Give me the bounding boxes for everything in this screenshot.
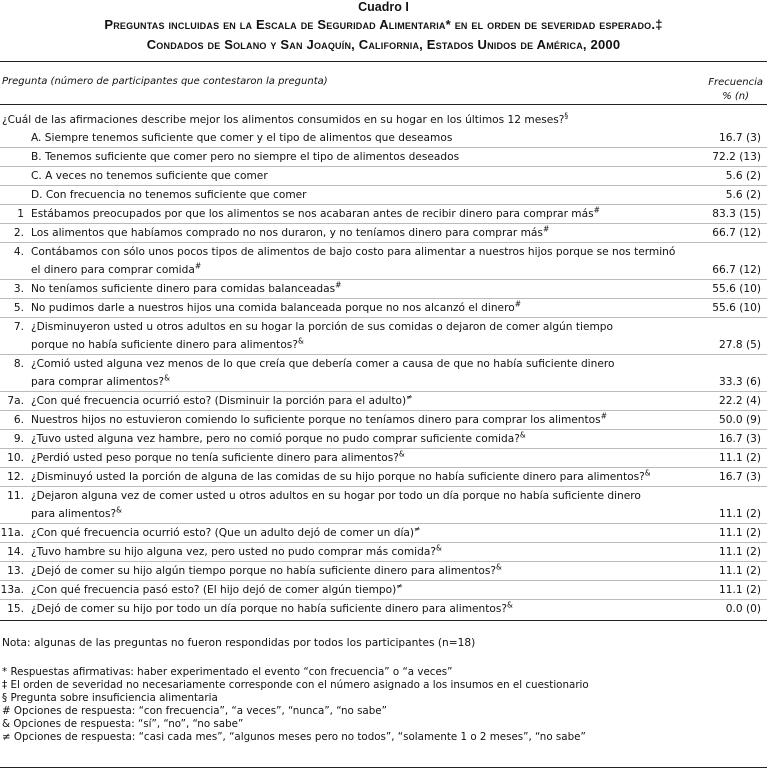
question-number: 6. xyxy=(13,414,24,426)
question-number: 13a. xyxy=(0,584,24,596)
question-text xyxy=(0,524,767,542)
question-number: 7a. xyxy=(7,395,24,407)
question-row xyxy=(0,204,767,223)
question-frequency: 50.0 (9) xyxy=(719,414,761,426)
column-header xyxy=(0,70,767,104)
question-number: 12. xyxy=(7,471,24,483)
question-text xyxy=(0,318,767,354)
question-text xyxy=(0,543,767,561)
question-line: ¿Dejó de comer su hijo por todo un día porque no había suficiente dinero para alimentos? xyxy=(31,603,508,615)
footnote xyxy=(2,731,767,744)
question-mark: & xyxy=(398,449,405,459)
question-frequency: 11.1 (2) xyxy=(719,565,761,577)
question-text xyxy=(0,392,767,410)
question-line: ¿Con qué frecuencia ocurrió esto? (Que un adulto dejó de comer un día) xyxy=(31,527,415,539)
table-title xyxy=(0,0,767,55)
table-caption: Preguntas incluidas en la Escala de Seguridad Alimentaria* en el orden de severidad esperado.‡ xyxy=(104,17,663,32)
question-line: para alimentos? xyxy=(31,508,117,520)
option-frequency: 5.6 (2) xyxy=(725,170,761,182)
question-number: 3. xyxy=(13,283,24,295)
question-number: 15. xyxy=(7,603,24,615)
question-text xyxy=(0,487,767,523)
question-frequency: 11.1 (2) xyxy=(719,527,761,539)
question-line: Los alimentos que habíamos comprado no nos duraron, y no teníamos dinero para comprar más xyxy=(31,227,543,239)
question-mark: & xyxy=(116,505,122,515)
footnote-mark: § xyxy=(2,692,8,704)
option-row xyxy=(0,185,767,204)
question-text xyxy=(0,430,767,448)
question-line: ¿Con qué frecuencia ocurrió esto? (Disminuir la porción para el adulto) xyxy=(31,395,407,407)
question-mark: & xyxy=(507,600,513,610)
question-text xyxy=(0,411,767,429)
question-mark: # xyxy=(514,299,521,309)
intro-question-text xyxy=(0,111,767,129)
question-line: ¿Disminuyeron usted u otros adultos en su hogar la porción de sus comidas o dejaron de comer algún tiempo xyxy=(31,321,613,333)
question-text xyxy=(0,280,767,298)
question-text xyxy=(0,355,767,391)
question-text xyxy=(0,468,767,486)
question-number: 11. xyxy=(7,490,24,502)
question-row xyxy=(0,298,767,317)
question-row xyxy=(0,317,767,354)
option-text: A. Siempre tenemos suficiente que comer y el tipo de alimentos que deseamos xyxy=(31,132,453,144)
option-frequency: 16.7 (3) xyxy=(719,132,761,144)
question-row xyxy=(0,391,767,410)
question-line: porque no había suficiente dinero para alimentos? xyxy=(31,339,298,351)
questions-list xyxy=(0,204,767,618)
footnote-text: Opciones de respuesta: “casi cada mes”, “algunos meses pero no todos”, “solamente 1 o 2 meses”, “no sabe” xyxy=(13,731,586,743)
question-line: ¿Tuvo hambre su hijo alguna vez, pero usted no pudo comprar más comida? xyxy=(31,546,436,558)
question-frequency: 33.3 (6) xyxy=(719,376,761,388)
question-text xyxy=(0,449,767,467)
footnote-text: Opciones de respuesta: “sí”, “no”, “no sabe” xyxy=(13,718,244,730)
question-line: Nuestros hijos no estuvieron comiendo lo suficiente porque no teníamos dinero para comprar los alimentos xyxy=(31,414,601,426)
question-row xyxy=(0,486,767,523)
question-frequency: 11.1 (2) xyxy=(719,508,761,520)
footnotes xyxy=(0,666,767,744)
question-number: 4. xyxy=(13,246,24,258)
footnote xyxy=(2,718,767,731)
question-row xyxy=(0,523,767,542)
question-text xyxy=(0,299,767,317)
question-number: 11a. xyxy=(0,527,24,539)
question-mark: ≠ xyxy=(396,581,403,591)
frequency-header-line2: % (n) xyxy=(722,91,750,102)
question-row xyxy=(0,354,767,391)
question-frequency: 16.7 (3) xyxy=(719,471,761,483)
question-text xyxy=(0,243,767,279)
body-rule xyxy=(0,620,767,621)
option-text: C. A veces no tenemos suficiente que comer xyxy=(31,170,268,182)
question-row xyxy=(0,599,767,618)
top-rule xyxy=(0,61,767,62)
question-frequency: 0.0 (0) xyxy=(725,603,761,615)
question-text xyxy=(0,224,767,242)
question-line: ¿Disminuyó usted la porción de alguna de las comidas de su hijo porque no había suficiente dinero para alimentos? xyxy=(31,471,645,483)
question-text xyxy=(0,562,767,580)
table-body xyxy=(0,111,767,618)
question-number: 1 xyxy=(17,208,24,220)
question-line: ¿Perdió usted peso porque no tenía suficiente dinero para alimentos? xyxy=(31,452,399,464)
option-text: D. Con frecuencia no tenemos suficiente que comer xyxy=(31,189,307,201)
question-mark: # xyxy=(542,224,550,234)
question-row xyxy=(0,542,767,561)
question-line: Estábamos preocupados por que los alimentos se nos acabaran antes de recibir dinero para comprar más xyxy=(31,208,594,220)
question-row xyxy=(0,242,767,279)
question-frequency: 11.1 (2) xyxy=(719,452,761,464)
question-frequency: 27.8 (5) xyxy=(719,339,761,351)
footnote-text: Respuestas afirmativas: haber experimentado el evento “con frecuencia” o “a veces” xyxy=(10,666,453,678)
question-row xyxy=(0,410,767,429)
intro-question-mark: § xyxy=(564,111,569,121)
question-number: 8. xyxy=(13,358,24,370)
question-row xyxy=(0,580,767,599)
frequency-header-line1: Frecuencia xyxy=(708,77,763,88)
question-row xyxy=(0,448,767,467)
question-frequency: 55.6 (10) xyxy=(712,302,761,314)
question-frequency: 83.3 (15) xyxy=(712,208,761,220)
question-mark: ≠ xyxy=(406,392,413,402)
option-text: B. Tenemos suficiente que comer pero no siempre el tipo de alimentos deseados xyxy=(31,151,460,163)
question-row xyxy=(0,429,767,448)
option-row xyxy=(0,129,767,147)
question-number: 7. xyxy=(13,321,24,333)
option-frequency: 5.6 (2) xyxy=(725,189,761,201)
question-line: ¿Dejaron alguna vez de comer usted u otros adultos en su hogar por todo un día porque no había suficiente dinero xyxy=(31,490,641,502)
question-mark: # xyxy=(194,261,202,271)
question-text xyxy=(0,205,767,223)
question-number: 14. xyxy=(7,546,24,558)
question-mark: # xyxy=(600,411,607,421)
option-row xyxy=(0,166,767,185)
question-row xyxy=(0,561,767,580)
option-frequency: 72.2 (13) xyxy=(712,151,761,163)
bottom-rule xyxy=(0,767,767,768)
header-rule xyxy=(0,104,767,105)
option-row xyxy=(0,147,767,166)
question-mark: & xyxy=(297,336,304,346)
footnote-mark: # xyxy=(2,705,11,717)
footnote-text: Pregunta sobre insuficiencia alimentaria xyxy=(10,692,218,704)
question-number: 10. xyxy=(7,452,24,464)
question-frequency: 22.2 (4) xyxy=(719,395,761,407)
intro-question xyxy=(0,111,767,129)
table-subcaption: Condados de Solano y San Joaquín, California, Estados Unidos de América, 2000 xyxy=(146,37,621,52)
question-row xyxy=(0,223,767,242)
intro-question-label: ¿Cuál de las afirmaciones describe mejor los alimentos consumidos en su hogar en los últimos 12 meses? xyxy=(2,114,565,126)
footnote xyxy=(2,705,767,718)
footnote-mark: * xyxy=(2,666,8,678)
question-mark: & xyxy=(164,373,170,383)
question-text xyxy=(0,600,767,618)
options-list xyxy=(0,129,767,204)
footnote-mark: & xyxy=(2,718,11,730)
footnote xyxy=(2,666,767,679)
question-line: ¿Con qué frecuencia pasó esto? (El hijo dejó de comer algún tiempo) xyxy=(31,584,397,596)
footnote-mark: ‡ xyxy=(2,679,8,691)
question-frequency: 16.7 (3) xyxy=(719,433,761,445)
footnote-text: Opciones de respuesta: “con frecuencia”, “a veces”, “nunca”, “no sabe” xyxy=(13,705,387,717)
question-column-header: Pregunta (número de participantes que contestaron la pregunta) xyxy=(2,76,328,87)
question-line: el dinero para comprar comida xyxy=(31,264,195,276)
question-mark: & xyxy=(644,468,651,478)
footnote-mark: ≠ xyxy=(2,731,11,743)
question-mark: # xyxy=(593,205,600,215)
question-text xyxy=(0,581,767,599)
question-line: No pudimos darle a nuestros hijos una comida balanceada porque no nos alcanzó el dinero xyxy=(31,302,515,314)
question-row xyxy=(0,279,767,298)
question-number: 13. xyxy=(7,565,24,577)
question-row xyxy=(0,467,767,486)
question-mark: # xyxy=(335,280,342,290)
question-frequency: 11.1 (2) xyxy=(719,584,761,596)
table-note: Nota: algunas de las preguntas no fueron respondidas por todos los participantes (n=18) xyxy=(2,637,476,649)
question-line: ¿Comió usted alguna vez menos de lo que creía que debería comer a causa de que no había suficiente dinero xyxy=(31,358,615,370)
frequency-column-header xyxy=(708,76,763,104)
question-mark: ≠ xyxy=(414,524,421,534)
question-line: para comprar alimentos? xyxy=(31,376,165,388)
question-frequency: 11.1 (2) xyxy=(719,546,761,558)
question-mark: & xyxy=(435,543,442,553)
question-frequency: 66.7 (12) xyxy=(712,264,761,276)
question-frequency: 66.7 (12) xyxy=(712,227,761,239)
footnote xyxy=(2,679,767,692)
question-frequency: 55.6 (10) xyxy=(712,283,761,295)
question-line: ¿Tuvo usted alguna vez hambre, pero no comió porque no pudo comprar suficiente comida? xyxy=(31,433,520,445)
question-line: Contábamos con sólo unos pocos tipos de alimentos de bajo costo para alimentar a nuestros hijos porque se nos terminó xyxy=(31,246,676,258)
table-number: Cuadro I xyxy=(358,0,409,14)
footnote-text: El orden de severidad no necesariamente corresponde con el número asignado a los insumos en el cuestionario xyxy=(10,679,589,691)
question-mark: & xyxy=(496,562,502,572)
question-number: 2. xyxy=(13,227,24,239)
question-mark: & xyxy=(519,430,526,440)
question-number: 5. xyxy=(13,302,24,314)
question-number: 9. xyxy=(13,433,24,445)
footnote xyxy=(2,692,767,705)
question-line: ¿Dejó de comer su hijo algún tiempo porque no había suficiente dinero para alimentos? xyxy=(31,565,497,577)
question-line: No teníamos suficiente dinero para comidas balanceadas xyxy=(31,283,336,295)
